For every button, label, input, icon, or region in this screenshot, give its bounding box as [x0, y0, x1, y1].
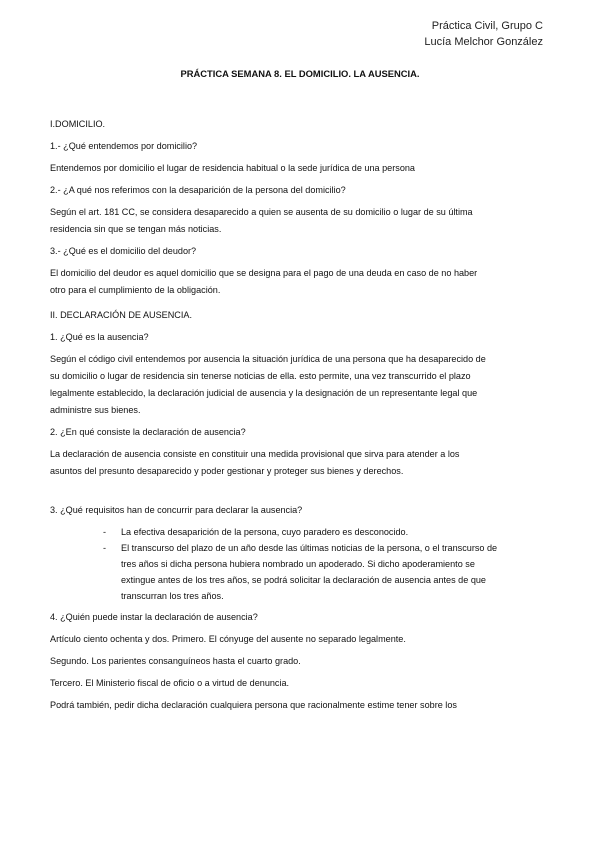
answer-2-1-line: su domicilio o lugar de residencia sin tenerse noticias de ella. esto permite, una vez transcurrido el plazo	[50, 371, 471, 381]
requirements-list	[50, 524, 555, 604]
answer-1-2-line: residencia sin que se tengan más noticias.	[50, 224, 222, 234]
answer-2-2-line: La declaración de ausencia consiste en constituir una medida provisional que sirva para atender a los	[50, 449, 460, 459]
question-2-3: 3. ¿Qué requisitos han de concurrir para declarar la ausencia?	[50, 505, 303, 515]
answer-1-2-line: Según el art. 181 CC, se considera desaparecido a quien se ausenta de su domicilio o lugar de su última	[50, 207, 473, 217]
list-item	[50, 524, 555, 540]
answer-1-3-line: otro para el cumplimiento de la obligación.	[50, 285, 221, 295]
answer-2-4-para: Tercero. El Ministerio fiscal de oficio o a virtud de denuncia.	[50, 678, 290, 688]
list-item-text: La efectiva desaparición de la persona, cuyo paradero es desconocido.	[121, 527, 409, 537]
section-heading-domicilio: I.DOMICILIO.	[50, 119, 106, 129]
question-1-2: 2.- ¿A qué nos referimos con la desaparición de la persona del domicilio?	[50, 185, 346, 195]
list-item-text: tres años si dicha persona hubiera nombrado un apoderado. Si dicho apoderamiento se	[121, 559, 475, 569]
list-item-text: transcurran los tres años.	[121, 591, 224, 601]
document-body	[50, 116, 555, 714]
question-1-3: 3.- ¿Qué es el domicilio del deudor?	[50, 246, 197, 256]
answer-2-4-para: Podrá también, pedir dicha declaración cualquiera persona que racionalmente estime tener sobre los	[50, 700, 457, 710]
question-2-1: 1. ¿Qué es la ausencia?	[50, 332, 149, 342]
answer-2-1-line: administre sus bienes.	[50, 405, 141, 415]
bullet-dash: -	[103, 543, 107, 553]
answer-2-4-para: Segundo. Los parientes consanguíneos hasta el cuarto grado.	[50, 656, 301, 666]
document-title: PRÁCTICA SEMANA 8. EL DOMICILIO. LA AUSENCIA.	[180, 68, 420, 79]
question-2-4: 4. ¿Quién puede instar la declaración de ausencia?	[50, 612, 258, 622]
header-course: Práctica Civil, Grupo C	[431, 20, 543, 32]
section-heading-ausencia: II. DECLARACIÓN DE AUSENCIA.	[50, 310, 192, 320]
question-1-1: 1.- ¿Qué entendemos por domicilio?	[50, 141, 198, 151]
question-2-2: 2. ¿En qué consiste la declaración de ausencia?	[50, 427, 246, 437]
list-item-text: El transcurso del plazo de un año desde las últimas noticias de la persona, o el transcurso de	[121, 543, 498, 553]
answer-1-3-line: El domicilio del deudor es aquel domicilio que se designa para el pago de una deuda en caso de no haber	[50, 268, 478, 278]
page-header	[424, 18, 543, 50]
header-author: Lucía Melchor González	[424, 36, 543, 48]
list-item-text: extingue antes de los tres años, se podrá solicitar la declaración de ausencia antes de que	[121, 575, 486, 585]
answer-2-1-line: Según el código civil entendemos por ausencia la situación jurídica de una persona que ha desaparecido de	[50, 354, 486, 364]
answer-2-2-line: asuntos del presunto desaparecido y poder gestionar y proteger sus bienes y derechos.	[50, 466, 404, 476]
answer-1-1: Entendemos por domicilio el lugar de residencia habitual o la sede jurídica de una persona	[50, 163, 415, 173]
answer-2-1-line: legalmente establecido, la declaración judicial de ausencia y la designación de un representante legal que	[50, 388, 478, 398]
list-item	[50, 540, 555, 604]
answer-2-4-para: Artículo ciento ochenta y dos. Primero. El cónyuge del ausente no separado legalmente.	[50, 634, 406, 644]
bullet-dash: -	[103, 527, 107, 537]
